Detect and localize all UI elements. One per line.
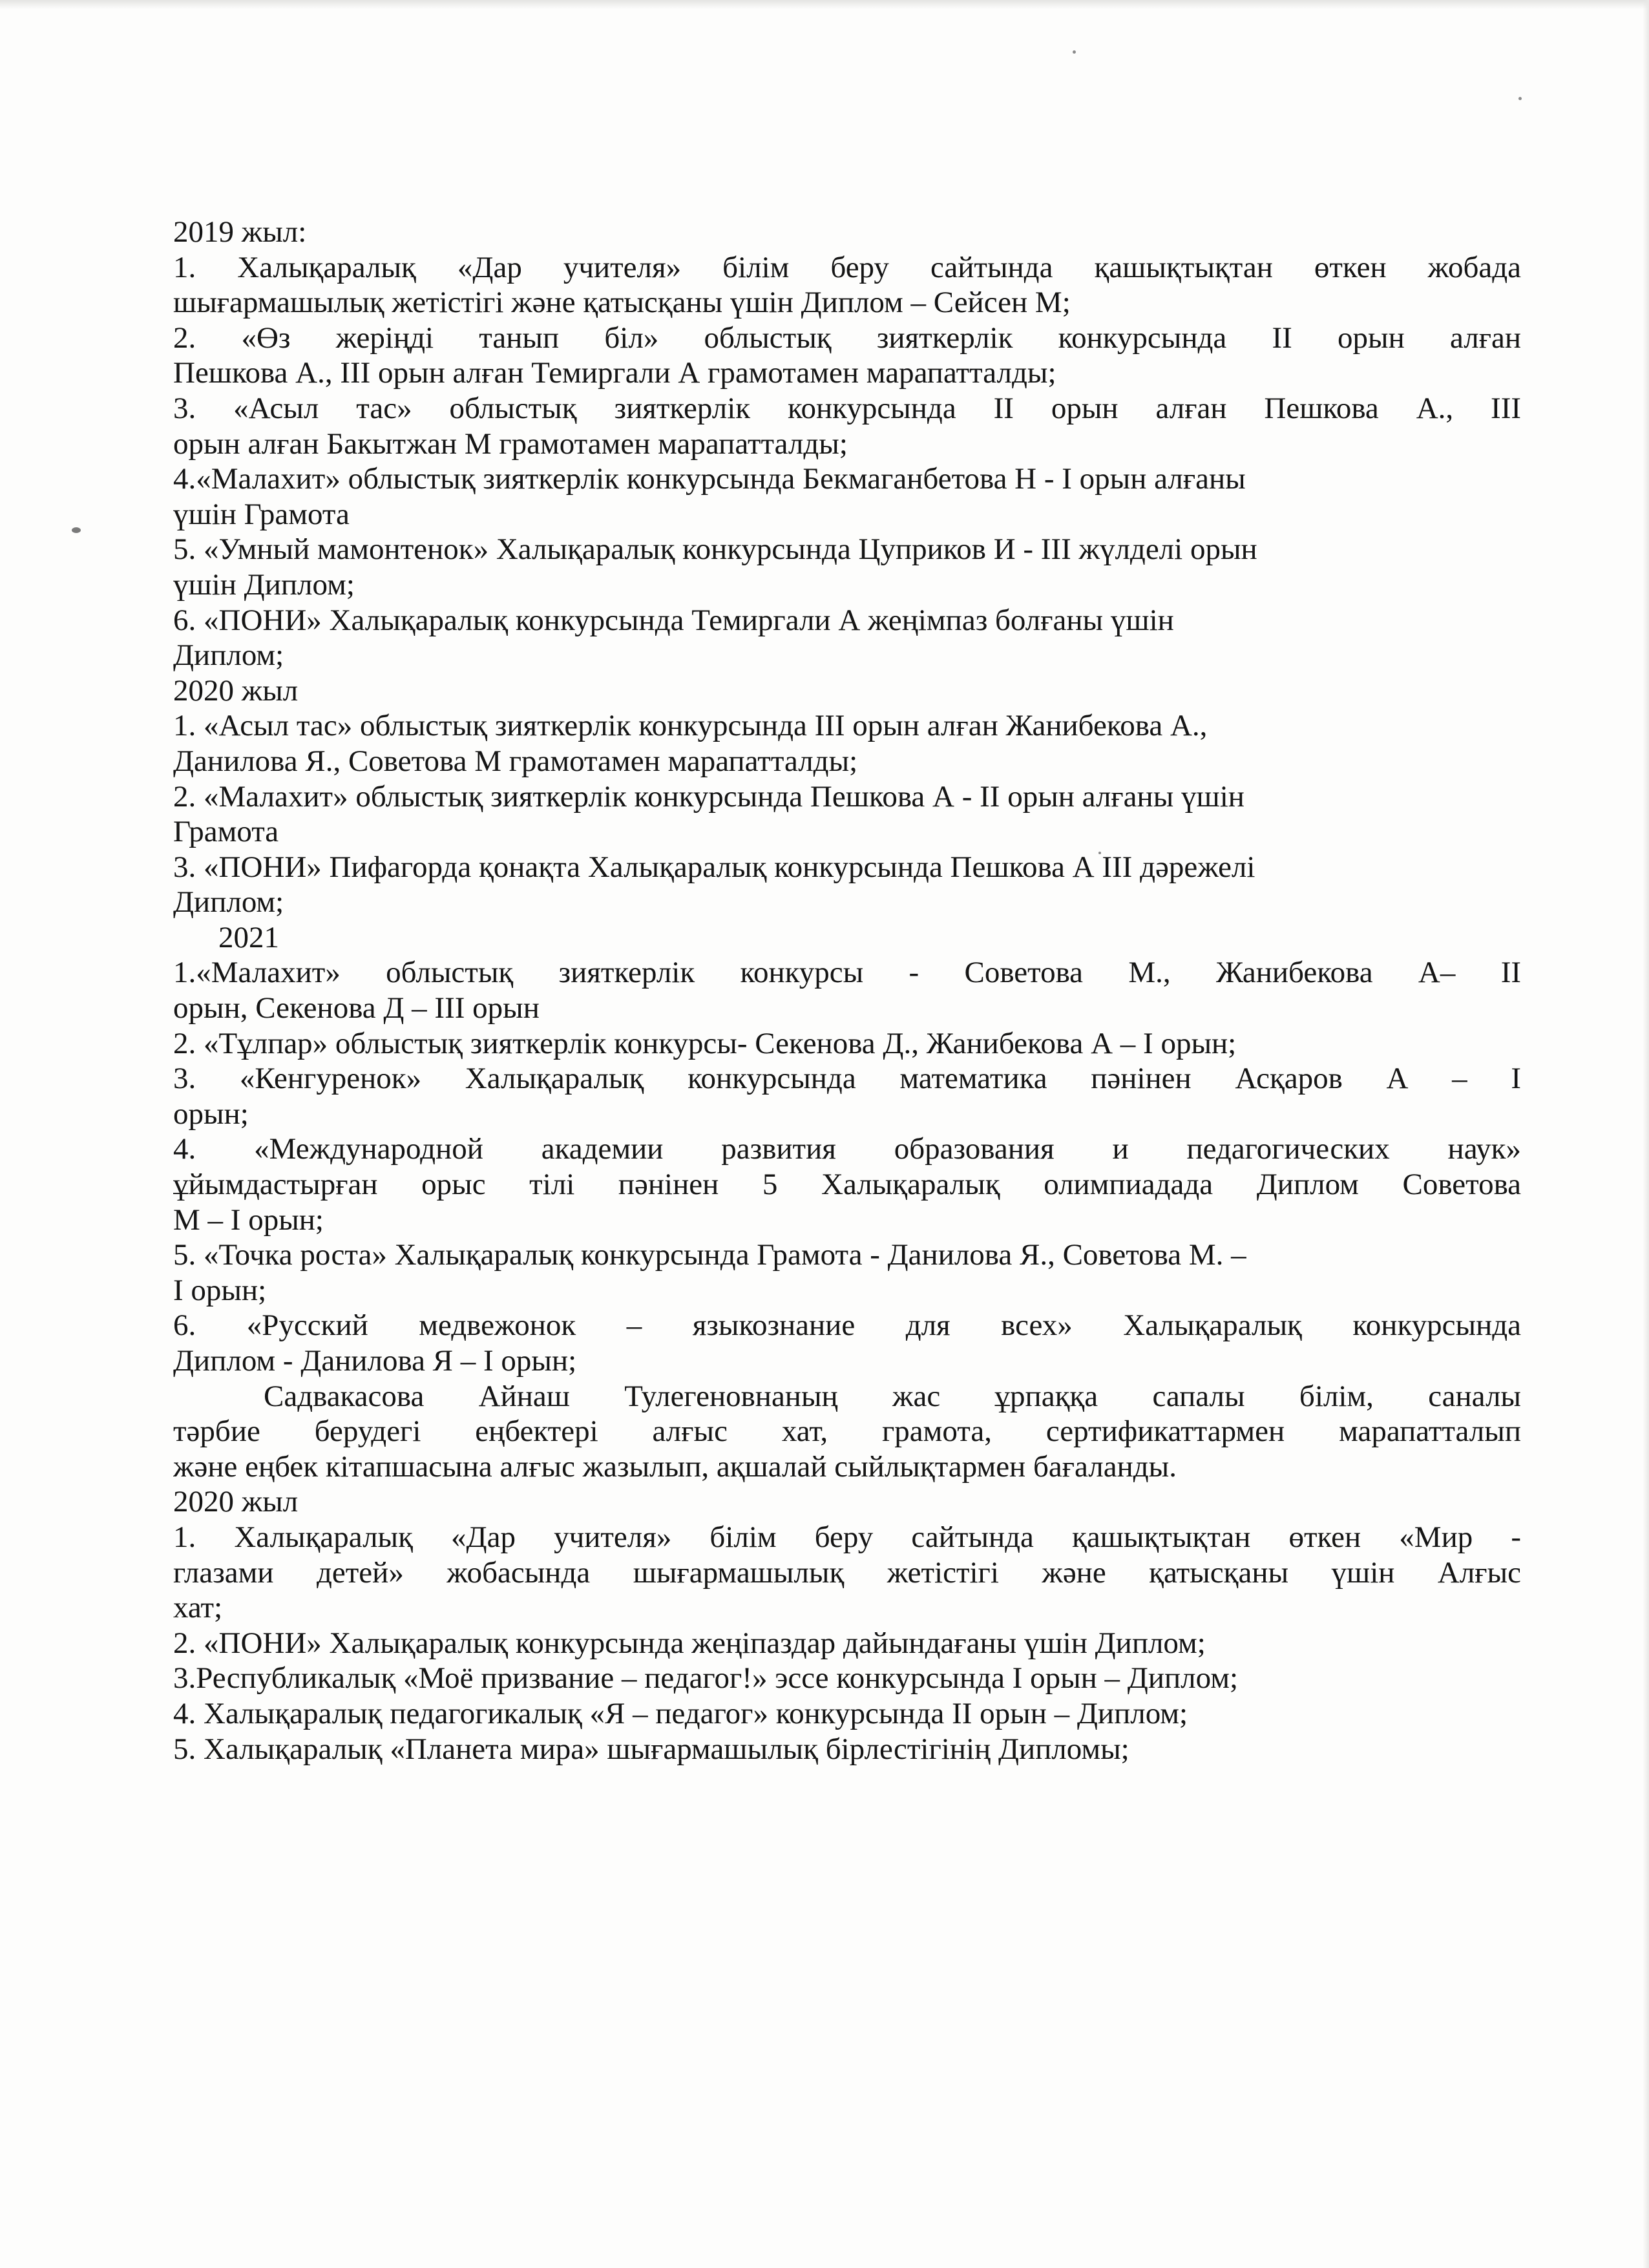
text-line: 2020 жыл: [173, 673, 299, 708]
text-line: 1. «Асыл тас» облыстық зияткерлік конкурсында III орын алған Жанибекова А.,: [173, 709, 1208, 743]
text-line: Грамота: [173, 815, 279, 849]
scan-top-edge: [0, 0, 1649, 9]
text-line: Данилова Я., Советова М грамотамен марапатталды;: [173, 744, 858, 778]
text-line: орын;: [173, 1097, 249, 1131]
text-line: 5. «Точка роста» Халықаралық конкурсында Грамота - Данилова Я., Советова М. –: [173, 1238, 1246, 1272]
text-line: 3. «ПОНИ» Пифагорда қонақта Халықаралық конкурсында Пешкова А III дәрежелі: [173, 850, 1255, 884]
text-line: 1. Халықаралық «Дар учителя» білім беру сайтында қашықтықтан өткен «Мир -: [173, 1520, 1521, 1554]
scan-speck: [1073, 50, 1076, 54]
text-line: 6. «ПОНИ» Халықаралық конкурсында Темиргали А жеңімпаз болғаны үшін: [173, 603, 1174, 637]
text-line: 5. Халықаралық «Планета мира» шығармашылық бірлестігінің Дипломы;: [173, 1732, 1129, 1766]
text-line: 4. Халықаралық педагогикалық «Я – педагог» конкурсында II орын – Диплом;: [173, 1696, 1188, 1730]
text-line: және еңбек кітапшасына алғыс жазылып, ақшалай сыйлықтармен бағаланды.: [173, 1449, 1177, 1484]
scan-right-edge: [1643, 0, 1649, 2268]
text-line: ұйымдастырған орыс тілі пәнінен 5 Халықаралық олимпиадада Диплом Советова: [173, 1168, 1521, 1202]
text-line: хат;: [173, 1591, 223, 1625]
text-line: 4.«Малахит» облыстық зияткерлік конкурсында Бекмаганбетова Н - I орын алғаны: [173, 462, 1246, 496]
text-line: 1. Халықаралық «Дар учителя» білім беру сайтында қашықтықтан өткен жобада: [173, 250, 1521, 284]
text-line: 1.«Малахит» облыстық зияткерлік конкурсы - Советова М., Жанибекова А– II: [173, 956, 1521, 990]
text-line: 3. «Асыл тас» облыстық зияткерлік конкурсында II орын алған Пешкова А., III: [173, 391, 1521, 425]
text-line: 2. «Тұлпар» облыстық зияткерлік конкурсы- Секенова Д., Жанибекова А – I орын;: [173, 1026, 1237, 1060]
text-line: Садвакасова Айнаш Тулегеновнаның жас ұрпаққа сапалы білім, саналы: [264, 1379, 1521, 1413]
text-line: үшін Диплом;: [173, 567, 355, 602]
text-line: Пешкова А., III орын алған Темиргали А грамотамен марапатталды;: [173, 356, 1056, 390]
text-line: Диплом;: [173, 638, 284, 673]
text-line: 2019 жыл:: [173, 215, 307, 249]
scan-speck: [1518, 97, 1522, 100]
text-line: 2. «Өз жеріңді танып біл» облыстық зияткерлік конкурсында II орын алған: [173, 320, 1521, 355]
text-line: тәрбие берудегі еңбектері алғыс хат, грамота, сертификаттармен марапатталып: [173, 1414, 1521, 1449]
text-line: орын алған Бакытжан М грамотамен марапатталды;: [173, 426, 848, 461]
text-line: глазами детей» жобасында шығармашылық жетістігі және қатысқаны үшін Алғыс: [173, 1555, 1521, 1590]
text-line: шығармашылық жетістігі және қатысқаны үшін Диплом – Сейсен М;: [173, 286, 1071, 320]
text-line: 6. «Русский медвежонок – языкознание для всех» Халықаралық конкурсында: [173, 1308, 1521, 1343]
text-line: 5. «Умный мамонтенок» Халықаралық конкурсында Цуприков И - III жүлделі орын: [173, 532, 1257, 567]
text-line: М – I орын;: [173, 1202, 324, 1237]
document-page: [173, 215, 1521, 1767]
text-line: 3.Республикалық «Моё призвание – педагог!» эссе конкурсында I орын – Диплом;: [173, 1661, 1239, 1696]
text-line: Диплом - Данилова Я – I орын;: [173, 1344, 577, 1378]
scan-speck: [72, 527, 81, 533]
text-line: 2021: [218, 920, 279, 954]
text-line: үшін Грамота: [173, 497, 350, 531]
text-line: Диплом;: [173, 885, 284, 919]
text-line: орын, Секенова Д – III орын: [173, 991, 540, 1025]
text-line: 4. «Международной академии развития образования и педагогических наук»: [173, 1132, 1521, 1166]
text-line: 2020 жыл: [173, 1485, 299, 1519]
text-line: 2. «ПОНИ» Халықаралық конкурсында жеңіпаздар дайындағаны үшін Диплом;: [173, 1626, 1206, 1660]
text-line: 2. «Малахит» облыстық зияткерлік конкурсында Пешкова А - II орын алғаны үшін: [173, 779, 1245, 814]
text-line: I орын;: [173, 1273, 267, 1307]
text-line: 3. «Кенгуренок» Халықаралық конкурсында математика пәнінен Асқаров А – I: [173, 1062, 1521, 1096]
